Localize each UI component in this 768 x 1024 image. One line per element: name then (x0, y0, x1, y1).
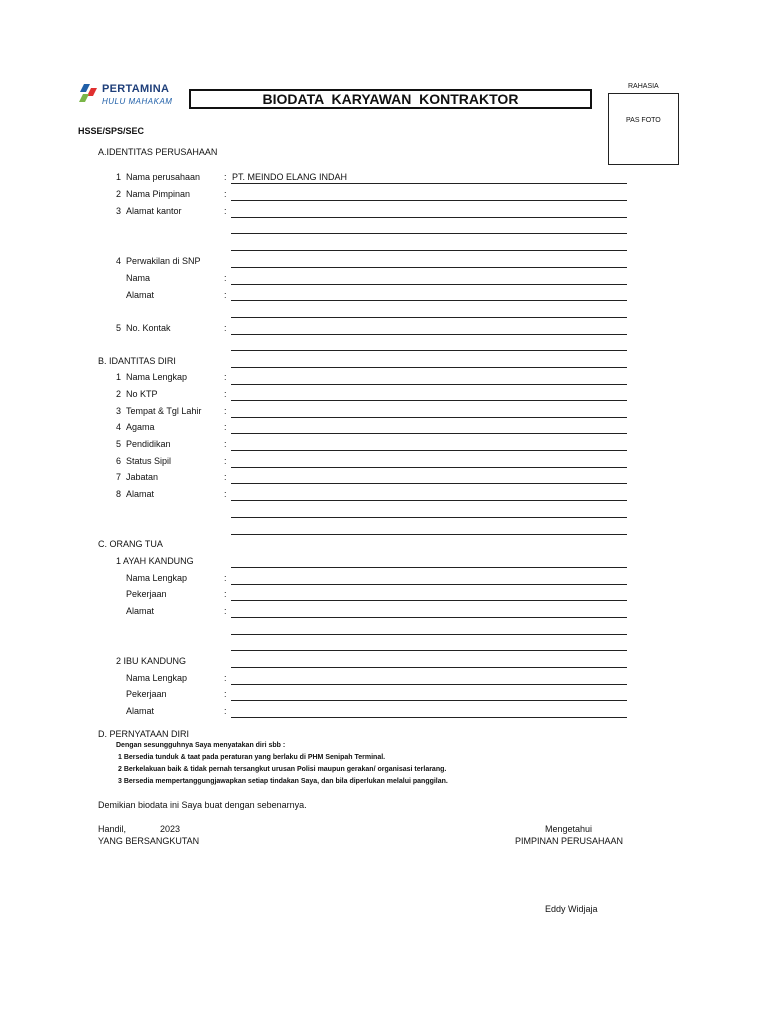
field-label: No KTP (126, 389, 158, 399)
colon: : (224, 323, 227, 333)
field-line[interactable] (231, 267, 627, 268)
field-line[interactable] (231, 650, 627, 651)
field-label: Nama Lengkap (126, 372, 188, 382)
company-logo (78, 80, 188, 110)
section-b-heading: B. IDANTITAS DIRI (98, 356, 176, 366)
colon: : (224, 472, 227, 482)
department-code: HSSE/SPS/SEC (78, 126, 145, 136)
field-number: 1 (116, 372, 122, 382)
field-number: 4 (116, 422, 122, 432)
colon: : (224, 189, 227, 199)
section-c-heading: C. ORANG TUA (98, 539, 163, 549)
field-line[interactable] (231, 284, 627, 285)
field-line[interactable] (231, 217, 627, 218)
field-line[interactable] (231, 584, 627, 585)
colon: : (224, 589, 227, 599)
field-line[interactable] (231, 534, 627, 535)
statement-intro: Dengan sesungguhnya Saya menyatakan diri sbb : (116, 742, 286, 749)
field-line[interactable] (231, 467, 627, 468)
colon: : (224, 372, 227, 382)
field-label: Status Sipil (126, 456, 172, 466)
father-heading: 1 AYAH KANDUNG (116, 556, 194, 566)
colon: : (224, 706, 227, 716)
signatory-right-heading: Mengetahui (545, 824, 593, 834)
field-number: 5 (116, 323, 122, 333)
colon: : (224, 439, 227, 449)
field-number: 3 (116, 206, 122, 216)
field-label: Alamat (126, 706, 155, 716)
logo-subtitle: HULU MAHAKAM (102, 97, 173, 106)
field-label: Nama Lengkap (126, 573, 188, 583)
field-label: Pekerjaan (126, 589, 167, 599)
field-number: 6 (116, 456, 122, 466)
signatory-left-label: YANG BERSANGKUTAN (98, 836, 200, 846)
field-number: 2 (116, 189, 122, 199)
field-line[interactable] (231, 634, 627, 635)
photo-box (608, 93, 679, 165)
colon: : (224, 290, 227, 300)
field-line[interactable] (231, 400, 627, 401)
field-line[interactable] (231, 500, 627, 501)
field-number: 3 (116, 406, 122, 416)
field-line[interactable] (231, 567, 627, 568)
field-line[interactable] (231, 667, 627, 668)
field-line[interactable] (231, 517, 627, 518)
field-label: Agama (126, 422, 155, 432)
field-label: Alamat (126, 290, 155, 300)
field-label: Nama Pimpinan (126, 189, 191, 199)
field-line[interactable] (231, 384, 627, 385)
field-line[interactable] (231, 300, 627, 301)
photo-label: PAS FOTO (626, 117, 661, 124)
signature-place: Handil, (98, 824, 127, 834)
field-label: Pekerjaan (126, 689, 167, 699)
field-label: Nama (126, 273, 151, 283)
field-label: No. Kontak (126, 323, 171, 333)
field-line[interactable] (231, 450, 627, 451)
field-number: 5 (116, 439, 122, 449)
field-line[interactable] (231, 417, 627, 418)
colon: : (224, 206, 227, 216)
field-line[interactable] (231, 317, 627, 318)
field-number: 8 (116, 489, 122, 499)
field-number: 7 (116, 472, 122, 482)
field-line[interactable] (231, 700, 627, 701)
colon: : (224, 273, 227, 283)
closing-statement: Demikian biodata ini Saya buat dengan sebenarnya. (98, 800, 307, 810)
field-line[interactable] (231, 717, 627, 718)
colon: : (224, 172, 227, 182)
field-line[interactable] (231, 600, 627, 601)
field-line[interactable] (231, 233, 627, 234)
field-number: 1 (116, 172, 122, 182)
colon: : (224, 689, 227, 699)
colon: : (224, 406, 227, 416)
field-label: Alamat (126, 606, 155, 616)
field-number: 2 (116, 389, 122, 399)
field-line[interactable] (231, 200, 627, 201)
section-a-heading: A.IDENTITAS PERUSAHAAN (98, 147, 218, 157)
signature-year: 2023 (160, 824, 181, 834)
rahasia-label: RAHASIA (628, 83, 659, 90)
statement-item: 2 Berkelakuan baik & tidak pernah tersangkut urusan Polisi maupun gerakan/ organisasi terlarang. (118, 766, 447, 773)
statement-item: 1 Bersedia tunduk & taat pada peraturan yang berlaku di PHM Senipah Terminal. (118, 754, 386, 761)
colon: : (224, 489, 227, 499)
field-label: Tempat & Tgl Lahir (126, 406, 202, 416)
colon: : (224, 389, 227, 399)
title-box (189, 89, 592, 109)
field-label: Perwakilan di SNP (126, 256, 201, 266)
field-line[interactable] (231, 433, 627, 434)
field-label: Alamat kantor (126, 206, 182, 216)
page-title: BIODATA KARYAWAN KONTRAKTOR (262, 91, 519, 107)
signatory-right-label: PIMPINAN PERUSAHAAN (515, 836, 624, 846)
colon: : (224, 606, 227, 616)
field-number: 4 (116, 256, 122, 266)
field-label: Jabatan (126, 472, 159, 482)
signatory-right-name: Eddy Widjaja (545, 904, 598, 914)
field-line[interactable] (231, 183, 627, 184)
company-name-value[interactable]: PT. MEINDO ELANG INDAH (232, 172, 348, 182)
mother-heading: 2 IBU KANDUNG (116, 656, 187, 666)
colon: : (224, 456, 227, 466)
field-line[interactable] (231, 250, 627, 251)
section-d-heading: D. PERNYATAAN DIRI (98, 729, 190, 739)
statement-item: 3 Bersedia mempertanggungjawapkan setiap tindakan Saya, dan bila diperlukan melalui panggilan. (118, 778, 448, 785)
field-label: Nama Lengkap (126, 673, 188, 683)
field-line[interactable] (231, 350, 627, 351)
colon: : (224, 573, 227, 583)
colon: : (224, 673, 227, 683)
logo-name: PERTAMINA (102, 83, 170, 95)
field-line[interactable] (231, 617, 627, 618)
field-label: Nama perusahaan (126, 172, 201, 182)
field-label: Alamat (126, 489, 155, 499)
field-line[interactable] (231, 483, 627, 484)
field-line[interactable] (231, 367, 627, 368)
pertamina-logo-icon (78, 82, 100, 104)
field-label: Pendidikan (126, 439, 171, 449)
colon: : (224, 422, 227, 432)
field-line[interactable] (231, 684, 627, 685)
field-line[interactable] (231, 334, 627, 335)
